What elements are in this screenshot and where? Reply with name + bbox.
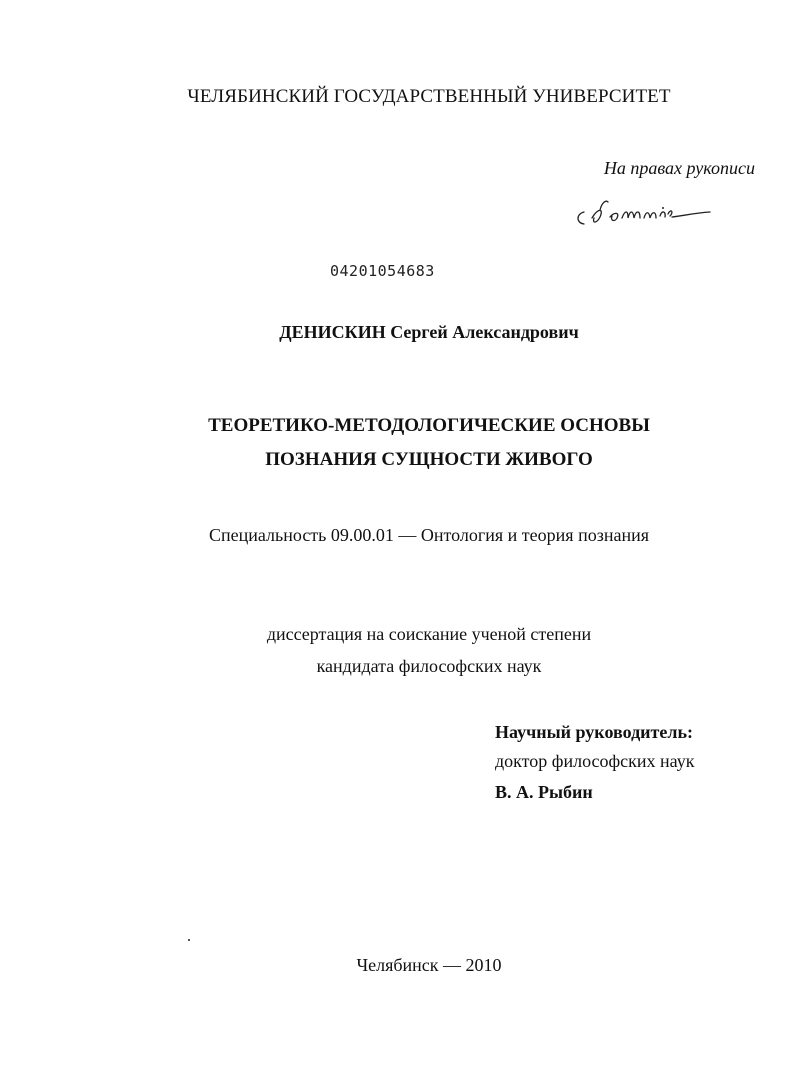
advisor-rank: доктор философских наук (495, 751, 695, 771)
dissertation-title-line-1: ТЕОРЕТИКО-МЕТОДОЛОГИЧЕСКИЕ ОСНОВЫ (208, 415, 650, 436)
city-year: Челябинск — 2010 (356, 955, 502, 975)
author-name: ДЕНИСКИН Сергей Александрович (279, 322, 579, 342)
degree-line-2: кандидата философских наук (316, 656, 542, 676)
specialty-line: Специальность 09.00.01 — Онтология и теория познания (209, 525, 649, 545)
dissertation-title-line-2: ПОЗНАНИЯ СУЩНОСТИ ЖИВОГО (265, 449, 593, 470)
advisor-name: В. А. Рыбин (495, 782, 593, 802)
registration-number: 04201054683 (330, 262, 435, 280)
scan-speck (188, 939, 190, 941)
handwritten-signature (570, 190, 720, 235)
degree-line-1: диссертация на соискание ученой степени (266, 624, 592, 644)
university-name: ЧЕЛЯБИНСКИЙ ГОСУДАРСТВЕННЫЙ УНИВЕРСИТЕТ (187, 86, 671, 107)
manuscript-rights-note: На правах рукописи (603, 158, 755, 178)
advisor-label: Научный руководитель: (495, 722, 693, 742)
